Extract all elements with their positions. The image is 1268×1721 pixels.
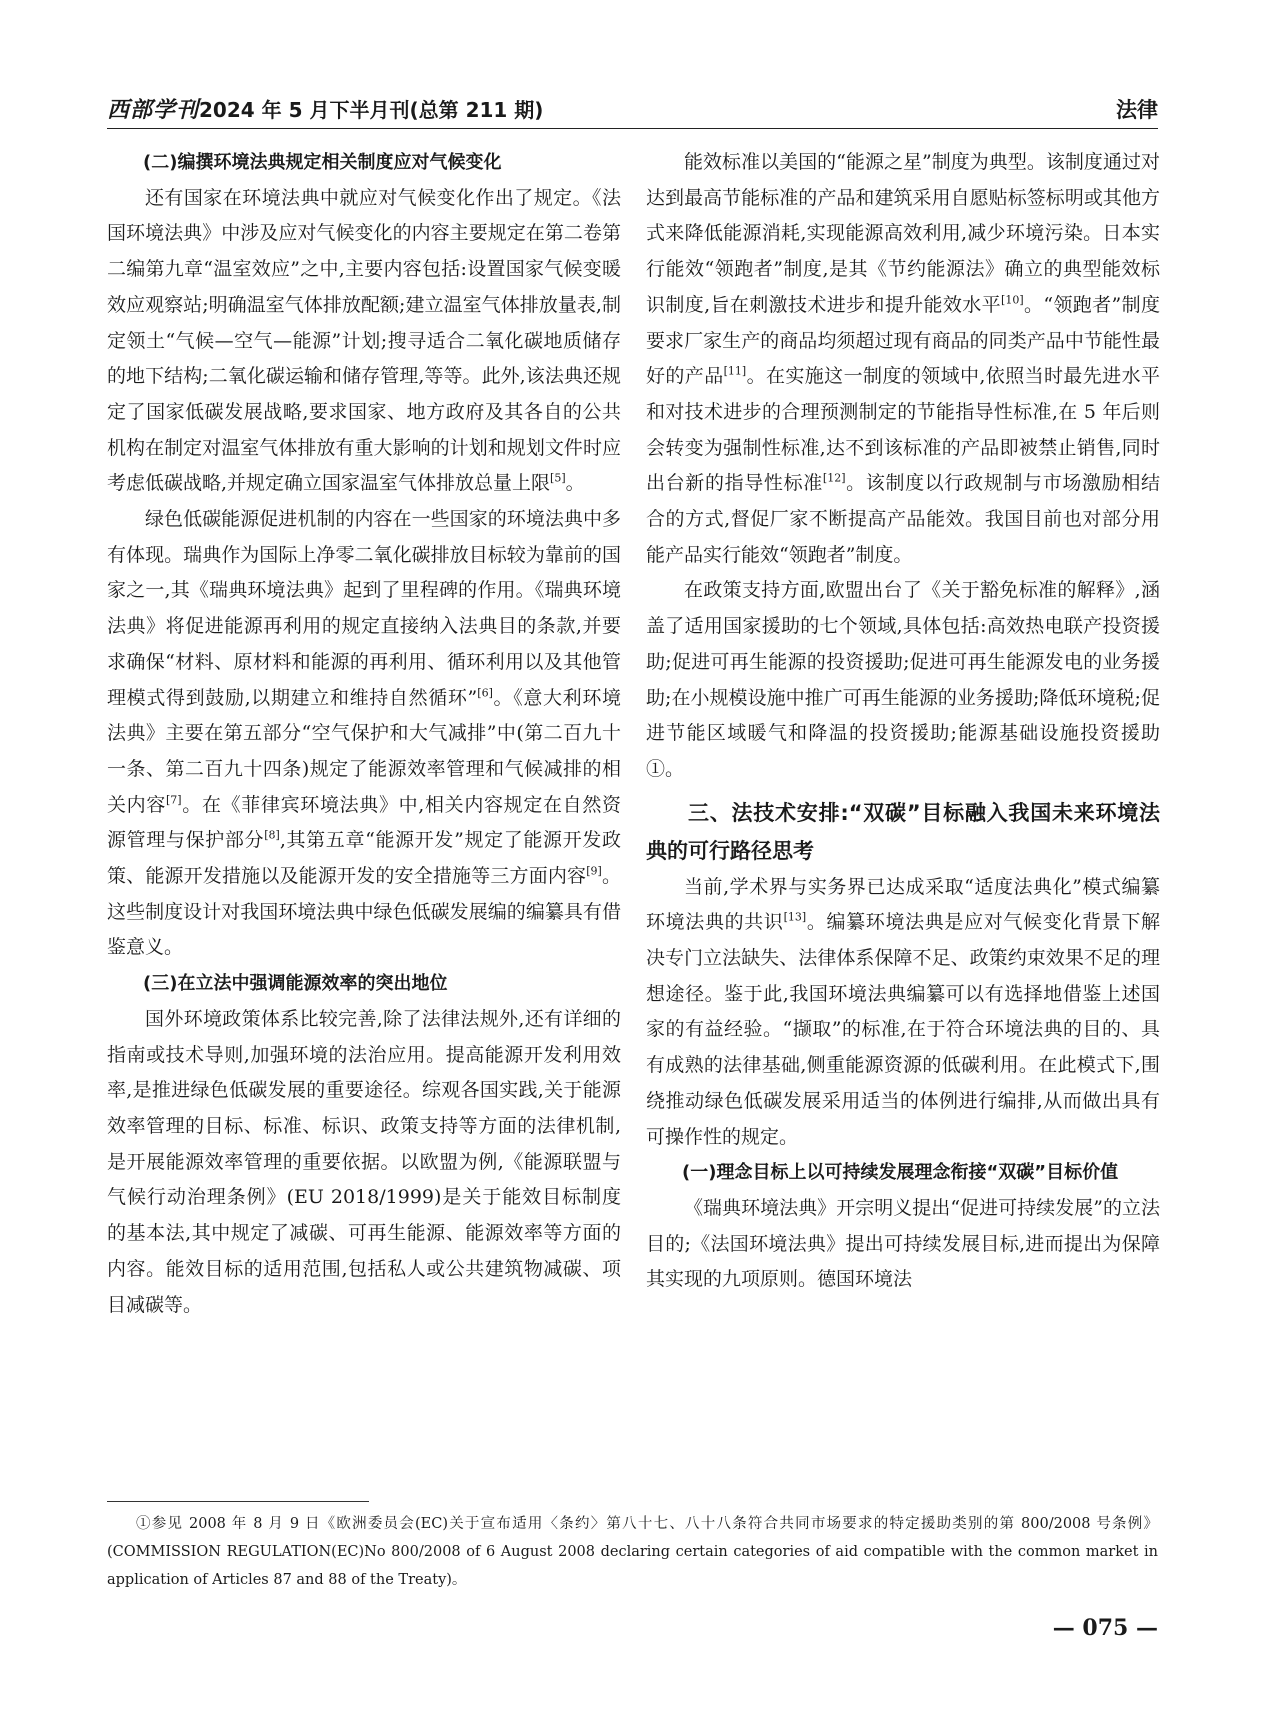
subsection-heading-3: (三)在立法中强调能源效率的突出地位 [143,973,448,995]
paragraph-energy-star: 能效标准以美国的“能源之星”制度为典型。该制度通过对达到最高节能标准的产品和建筑采用自愿贴标签标明或其他方式来降低能源消耗,实现能源高效利用,减少环境污染。日本实行能效“领跑者”制度,是其《节约能源法》确立的典型能效标识制度,旨在刺激技术进步和提升能效水平[10]。“领跑者”制度要求厂家生产的商品均须超过现有商品的同类产品中节能性最好的产品[11]。在实施这一制度的领域中,依照当时最先进水平和对技术进步的合理预测制定的节能指导性标准,在 5 年后则会转变为强制性标准,达不到该标准的产品即被禁止销售,同时出台新的指导性标准[12]。该制度以行政规制与市场激励相结合的方式,督促厂家不断提高产品能效。我国目前也对部分用能产品实行能效“领跑者”制度。 [646,151,1160,566]
footnote-rule [107,1501,369,1502]
citation-11: [11] [723,364,747,378]
paragraph-energy-efficiency: 国外环境政策体系比较完善,除了法律法规外,还有详细的指南或技术导则,加强环境的法治应用。提高能源开发利用效率,是推进绿色低碳发展的重要途径。综观各国实践,关于能源效率管理的目标、标准、标识、政策支持等方面的法律机制,是开展能源效率管理的重要依据。以欧盟为例,《能源联盟与气候行动治理条例》(EU 2018/1999)是关于能效目标制度的基本法,其中规定了减碳、可再生能源、能源效率等方面的内容。能效目标的适用范围,包括私人或公共建筑物减碳、项目减碳等。 [107,1007,621,1316]
paragraph-policy-support: 在政策支持方面,欧盟出台了《关于豁免标准的解释》,涵盖了适用国家援助的七个领域,具体包括:高效热电联产投资援助;促进可再生能源的投资援助;促进可再生能源发电的业务援助;在小规模设施中推广可再生能源的业务援助;降低环境税;促进节能区域暖气和降温的投资援助;能源基础设施投资援助①。 [646,579,1160,780]
citation-7: [7] [166,793,182,807]
journal-name: 西部学刊 [107,97,200,123]
page-number: — 075 — [1052,1615,1158,1641]
paragraph-codification: 当前,学术界与实务界已达成采取“适度法典化”模式编纂环境法典的共识[13]。编纂环境法典是应对气候变化背景下解决专门立法缺失、法律体系保障不足、政策约束效果不足的理想途径。鉴于此,我国环境法典编纂可以有选择地借鉴上述国家的有益经验。“撷取”的标准,在于符合环境法典的目的、具有成熟的法律基础,侧重能源资源的低碳利用。在此模式下,围绕推动绿色低碳发展采用适当的体例进行编排,从而做出具有可操作性的规定。 [646,875,1160,1148]
citation-9: [9] [586,864,602,878]
header-left [107,93,543,124]
citation-5: [5] [550,472,566,485]
citation-13: [13] [783,911,807,925]
citation-10: [10] [1001,293,1024,307]
section-heading-3: 三、法技术安排:“双碳”目标融入我国未来环境法典的可行路径思考 [646,800,1160,863]
citation-6: [6] [477,686,493,700]
left-column [107,145,621,1323]
citation-12: [12] [822,472,846,485]
section-label: 法律 [1116,98,1158,122]
paragraph-low-carbon-energy: 绿色低碳能源促进机制的内容在一些国家的环境法典中多有体现。瑞典作为国际上净零二氧化碳排放目标较为靠前的国家之一,其《瑞典环境法典》起到了里程碑的作用。《瑞典环境法典》将促进能源再利用的规定直接纳入法典目的条款,并要求确保“材料、原材料和能源的再利用、循环利用以及其他管理模式得到鼓励,以期建立和维持自然循环”[6]。《意大利环境法典》主要在第五部分“空气保护和大气减排”中(第二百九十一条、第二百九十四条)规定了能源效率管理和气候减排的相关内容[7]。在《菲律宾环境法典》中,相关内容规定在自然资源管理与保护部分[8],其第五章“能源开发”规定了能源开发政策、能源开发措施以及能源开发的安全措施等三方面内容[9]。这些制度设计对我国环境法典中绿色低碳发展编的编纂具有借鉴意义。 [107,508,621,959]
subsection-heading-2: (二)编撰环境法典规定相关制度应对气候变化 [143,152,502,173]
right-column [646,145,1160,1298]
paragraph-climate-france: 还有国家在环境法典中就应对气候变化作出了规定。《法国环境法典》中涉及应对气候变化的内容主要规定在第二卷第二编第九章“温室效应”之中,主要内容包括:设置国家气候变暖效应观察站;明确温室气体排放配额;建立温室气体排放量表,制定领土“气候—空气—能源”计划;搜寻适合二氧化碳地质储存的地下结构;二氧化碳运输和储存管理,等等。此外,该法典还规定了国家低碳发展战略,要求国家、地方政府及其各自的公共机构在制定对温室气体排放有重大影响的计划和规划文件时应考虑低碳战略,并规定确立国家温室气体排放总量上限[5]。 [107,186,621,495]
running-header [107,88,1158,124]
citation-8: [8] [264,829,280,843]
paragraph-sustainable-development: 《瑞典环境法典》开宗明义提出“促进可持续发展”的立法目的;《法国环境法典》提出可持续发展目标,进而提出为保障其实现的九项原则。德国环境法 [646,1196,1160,1291]
footnote: ①参见 2008 年 8 月 9 日《欧洲委员会(EC)关于宣布适用〈条约〉第八十七、八十八条符合共同市场要求的特定援助类别的第 800/2008 号条例》(COMMISSION REGULATION(EC)No 800/2008 of 6 August 2008 declaring certain categories of aid compatible with the common market in application of Articles 87 and 88 of the Treaty)。 [107,1516,1158,1588]
subsection-heading-1: (一)理念目标上以可持续发展理念衔接“双碳”目标价值 [682,1162,1119,1184]
header-rule [107,128,1158,129]
issue-info: 2024 年 5 月下半月刊(总第 211 期) [199,98,544,122]
